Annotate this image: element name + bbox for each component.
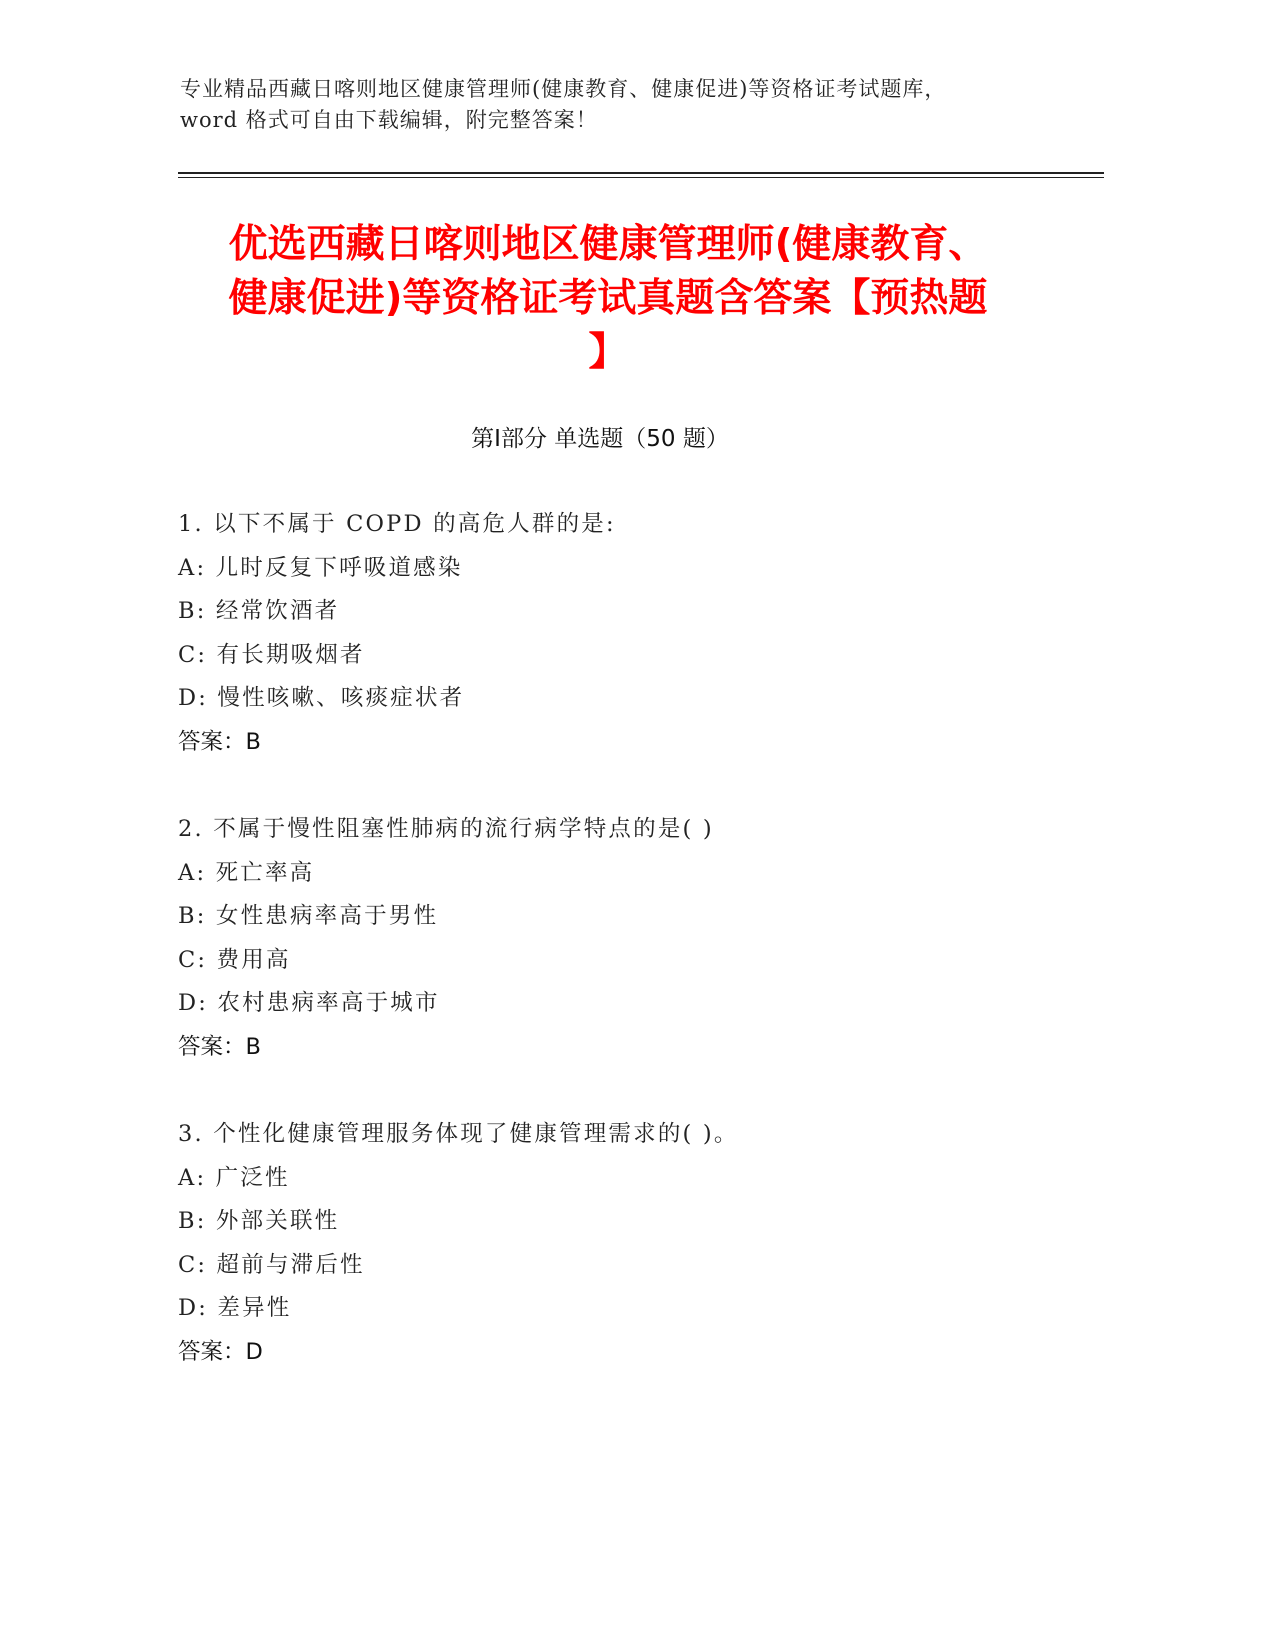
option-a: A: 儿时反复下呼吸道感染 — [178, 554, 463, 581]
option-d: D: 慢性咳嗽、咳痰症状者 — [178, 685, 465, 711]
question-3 — [178, 1113, 1078, 1374]
option-d: D: 差异性 — [178, 1295, 292, 1321]
title-line-2: 健康促进)等资格证考试真题含答案【预热题 — [228, 276, 988, 321]
question-stem: 1. 以下不属于 COPD 的高危人群的是: — [178, 511, 616, 537]
option-c: C: 有长期吸烟者 — [178, 641, 365, 668]
answer-line: 答案：B — [178, 1033, 261, 1060]
header-note-line-2: word 格式可自由下载编辑，附完整答案！ — [180, 108, 598, 132]
title-line-1: 优选西藏日喀则地区健康管理师(健康教育、 — [228, 222, 988, 267]
title-line-3: 】 — [588, 330, 628, 375]
answer-line: 答案：B — [178, 728, 261, 755]
answer-line: 答案：D — [178, 1338, 263, 1365]
option-a: A: 死亡率高 — [178, 859, 315, 886]
option-c: C: 超前与滞后性 — [178, 1251, 365, 1278]
header-divider-thin — [178, 177, 1104, 178]
section-heading: 第Ⅰ部分 单选题（50 题） — [471, 426, 729, 452]
header-divider-thick — [178, 172, 1104, 174]
question-stem: 3. 个性化健康管理服务体现了健康管理需求的( )。 — [178, 1121, 739, 1147]
option-d: D: 农村患病率高于城市 — [178, 990, 440, 1016]
header-note-line-1: 专业精品西藏日喀则地区健康管理师(健康教育、健康促进)等资格证考试题库， — [180, 77, 947, 101]
option-b: B: 经常饮酒者 — [178, 598, 340, 624]
header-note — [180, 74, 1100, 136]
option-b: B: 外部关联性 — [178, 1208, 340, 1234]
question-2 — [178, 808, 1078, 1069]
question-stem: 2. 不属于慢性阻塞性肺病的流行病学特点的是( ) — [178, 816, 714, 842]
option-b: B: 女性患病率高于男性 — [178, 903, 439, 929]
option-a: A: 广泛性 — [178, 1164, 290, 1191]
document-title — [178, 218, 1038, 380]
option-c: C: 费用高 — [178, 946, 291, 973]
question-1 — [178, 503, 1078, 764]
